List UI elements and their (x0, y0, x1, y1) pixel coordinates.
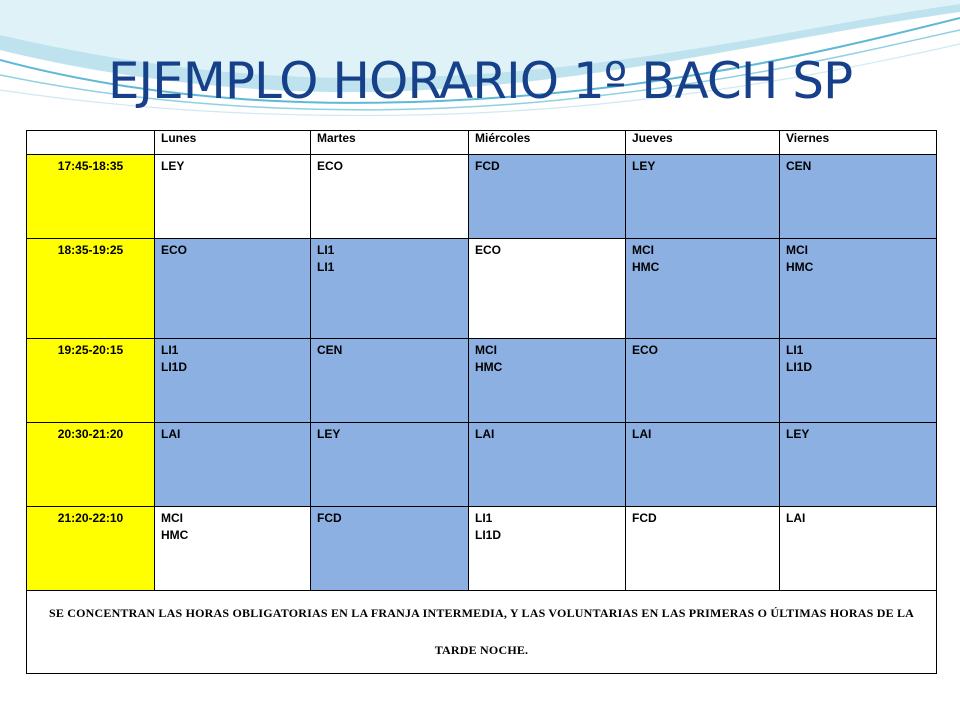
subject-cell: LAI (626, 423, 780, 507)
subject-cell: MCI HMC (155, 507, 311, 591)
subject-cell: LEY (311, 423, 469, 507)
day-header: Miércoles (469, 131, 626, 155)
subject-cell: LI1 LI1D (155, 339, 311, 423)
time-slot: 19:25-20:15 (27, 339, 155, 423)
subject-cell: CEN (780, 155, 937, 239)
schedule-table (26, 130, 937, 674)
time-slot: 21:20-22:10 (27, 507, 155, 591)
subject-cell: LI1 LI1 (311, 239, 469, 339)
subject-cell: LEY (780, 423, 937, 507)
subject-cell: LEY (626, 155, 780, 239)
time-slot: 18:35-19:25 (27, 239, 155, 339)
day-header: Martes (311, 131, 469, 155)
subject-cell: MCI HMC (780, 239, 937, 339)
subject-cell: LAI (780, 507, 937, 591)
subject-cell: ECO (311, 155, 469, 239)
day-header: Jueves (626, 131, 780, 155)
subject-cell: ECO (155, 239, 311, 339)
subject-cell: FCD (311, 507, 469, 591)
subject-cell: MCI HMC (469, 339, 626, 423)
schedule-row (27, 423, 937, 507)
time-slot: 20:30-21:20 (27, 423, 155, 507)
time-slot: 17:45-18:35 (27, 155, 155, 239)
subject-cell: MCI HMC (626, 239, 780, 339)
subject-cell: LI1 LI1D (469, 507, 626, 591)
subject-cell: LI1 LI1D (780, 339, 937, 423)
schedule-note: SE CONCENTRAN LAS HORAS OBLIGATORIAS EN LA FRANJA INTERMEDIA, Y LAS VOLUNTARIAS EN LAS PRIMERAS O ÚLTIMAS HORAS DE LA TARDE NOCHE. (27, 591, 937, 674)
subject-cell: LAI (155, 423, 311, 507)
schedule-row (27, 155, 937, 239)
subject-cell: LEY (155, 155, 311, 239)
subject-cell: CEN (311, 339, 469, 423)
subject-cell: ECO (626, 339, 780, 423)
subject-cell: LAI (469, 423, 626, 507)
note-row (27, 591, 937, 674)
schedule-row (27, 507, 937, 591)
header-corner-cell (27, 131, 155, 155)
subject-cell: ECO (469, 239, 626, 339)
slide-title: EJEMPLO HORARIO 1º BACH SP (107, 52, 853, 110)
day-header: Lunes (155, 131, 311, 155)
subject-cell: FCD (626, 507, 780, 591)
day-header: Viernes (780, 131, 937, 155)
schedule-row (27, 239, 937, 339)
subject-cell: FCD (469, 155, 626, 239)
schedule-row (27, 339, 937, 423)
schedule-header-row (27, 131, 937, 155)
